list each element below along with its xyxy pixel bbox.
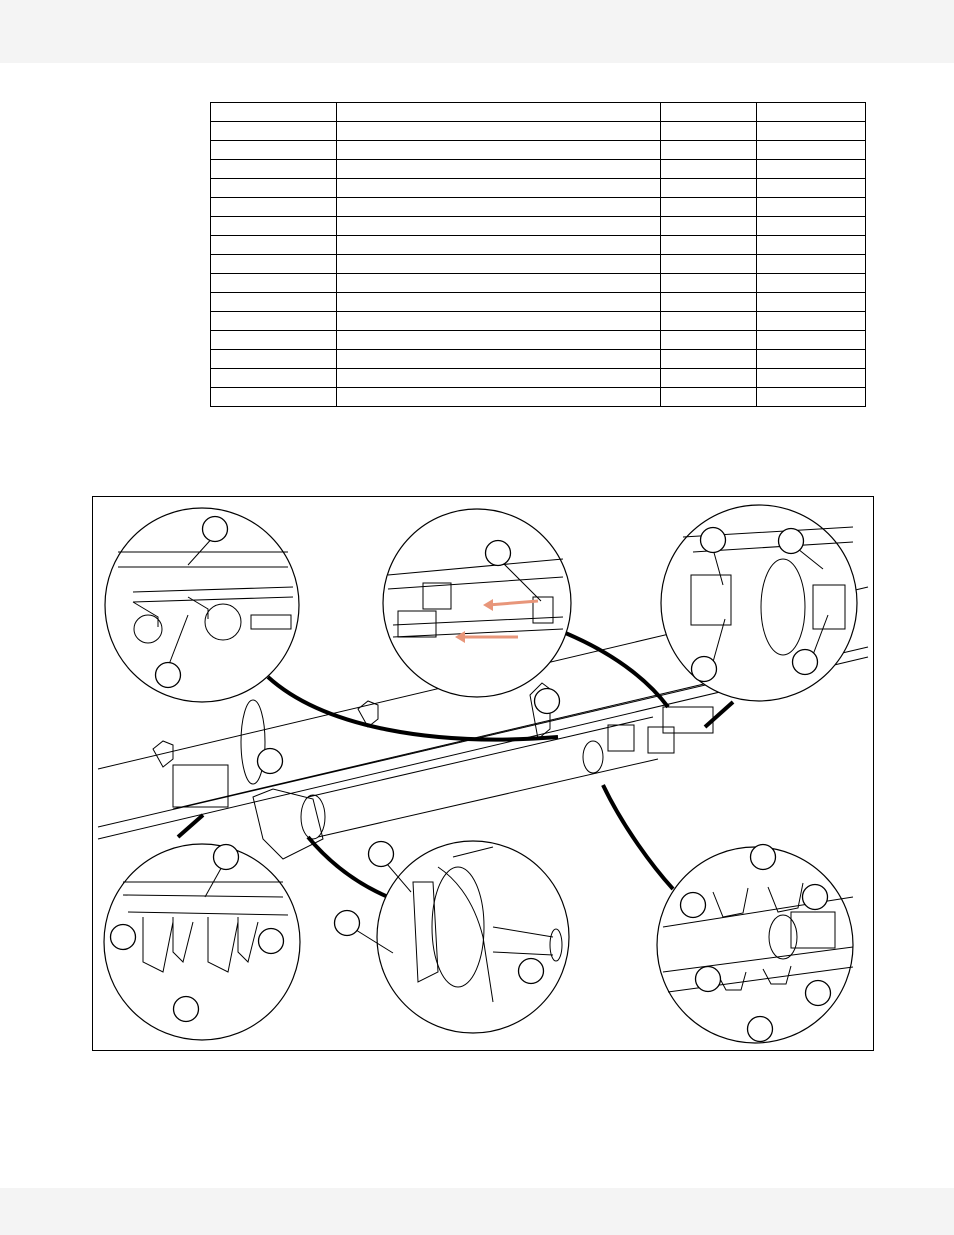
table-cell — [757, 369, 866, 388]
table-cell — [211, 236, 337, 255]
roller-block — [608, 725, 634, 751]
table-row — [211, 293, 866, 312]
callout-bubble — [748, 1017, 773, 1042]
table-cell — [757, 274, 866, 293]
callout-bubble — [519, 959, 544, 984]
table-cell — [661, 255, 757, 274]
table-cell — [661, 160, 757, 179]
table-cell — [337, 350, 661, 369]
table-cell — [337, 293, 661, 312]
table-cell — [661, 331, 757, 350]
table-cell — [661, 236, 757, 255]
table-cell — [211, 388, 337, 407]
callout-bubble — [696, 967, 721, 992]
table-cell — [757, 160, 866, 179]
detail-circle-top-right — [661, 505, 857, 701]
callout-bubble — [174, 997, 199, 1022]
table-row — [211, 198, 866, 217]
table-cell — [337, 274, 661, 293]
callout-bubble — [214, 845, 239, 870]
table-cell — [661, 293, 757, 312]
table-row — [211, 122, 866, 141]
table-cell — [337, 141, 661, 160]
table-cell — [337, 217, 661, 236]
table-cell — [211, 122, 337, 141]
table-cell — [661, 388, 757, 407]
table-cell — [211, 141, 337, 160]
callout-bubble — [692, 657, 717, 682]
callout-bubble — [258, 749, 283, 774]
table-cell — [757, 293, 866, 312]
callout-bubble — [203, 517, 228, 542]
table-cell — [211, 255, 337, 274]
table-cell — [757, 217, 866, 236]
table-cell — [337, 388, 661, 407]
table-cell — [337, 331, 661, 350]
table-cell — [757, 122, 866, 141]
table-cell — [211, 369, 337, 388]
table-cell — [211, 103, 337, 122]
table-row — [211, 388, 866, 407]
table-row — [211, 236, 866, 255]
parts-table-body — [211, 103, 866, 407]
leader-band — [603, 785, 673, 889]
table-cell — [757, 331, 866, 350]
callout-bubble — [803, 885, 828, 910]
callout-bubble — [335, 911, 360, 936]
page-header-band — [0, 0, 954, 63]
callout-bubble — [111, 925, 136, 950]
table-cell — [757, 350, 866, 369]
table-cell — [661, 217, 757, 236]
table-cell — [211, 312, 337, 331]
table-row — [211, 255, 866, 274]
table-cell — [337, 198, 661, 217]
flange-plate — [241, 700, 265, 784]
callout-bubble — [486, 541, 511, 566]
table-cell — [211, 350, 337, 369]
table-row — [211, 312, 866, 331]
table-cell — [337, 122, 661, 141]
assembly-illustration — [93, 497, 874, 1051]
table-row — [211, 141, 866, 160]
leader-band — [178, 815, 203, 837]
table-cell — [211, 274, 337, 293]
table-row — [211, 160, 866, 179]
table-cell — [337, 236, 661, 255]
table-cell — [661, 274, 757, 293]
callout-bubble — [701, 528, 726, 553]
callout-bubble — [535, 689, 560, 714]
table-cell — [211, 179, 337, 198]
table-cell — [757, 179, 866, 198]
table-cell — [757, 103, 866, 122]
shaft-collar — [583, 741, 603, 773]
table-row — [211, 217, 866, 236]
table-cell — [337, 255, 661, 274]
table-cell — [211, 160, 337, 179]
table-cell — [757, 388, 866, 407]
detail-circle-top-center — [383, 509, 571, 697]
table-cell — [757, 236, 866, 255]
end-box — [173, 765, 228, 807]
table-row — [211, 350, 866, 369]
parts-table — [210, 102, 866, 407]
table-cell — [757, 141, 866, 160]
table-cell — [661, 122, 757, 141]
table-cell — [757, 198, 866, 217]
detail-circle-bottom-center — [377, 841, 569, 1033]
callout-bubble — [779, 529, 804, 554]
table-cell — [337, 312, 661, 331]
callout-bubble — [793, 650, 818, 675]
table-cell — [757, 255, 866, 274]
callout-bubble — [259, 929, 284, 954]
table-cell — [661, 198, 757, 217]
table-cell — [337, 179, 661, 198]
callout-bubble — [751, 845, 776, 870]
callout-bubble — [369, 842, 394, 867]
callout-bubble — [806, 981, 831, 1006]
table-cell — [337, 103, 661, 122]
table-row — [211, 179, 866, 198]
table-cell — [661, 141, 757, 160]
callout-bubble — [156, 663, 181, 688]
table-cell — [661, 350, 757, 369]
leader-band — [705, 702, 733, 727]
table-row — [211, 103, 866, 122]
table-cell — [337, 369, 661, 388]
detail-circle-bottom-right — [657, 847, 853, 1043]
table-cell — [661, 312, 757, 331]
table-cell — [661, 369, 757, 388]
table-cell — [337, 160, 661, 179]
drive-unit — [663, 707, 713, 733]
assembly-diagram — [92, 496, 874, 1051]
table-row — [211, 274, 866, 293]
table-cell — [211, 293, 337, 312]
table-cell — [661, 103, 757, 122]
table-cell — [211, 198, 337, 217]
table-cell — [661, 179, 757, 198]
roller-block — [648, 727, 674, 753]
table-cell — [211, 331, 337, 350]
table-cell — [757, 312, 866, 331]
callout-bubble — [681, 893, 706, 918]
table-row — [211, 331, 866, 350]
table-cell — [211, 217, 337, 236]
table-row — [211, 369, 866, 388]
page-footer-band — [0, 1188, 954, 1235]
